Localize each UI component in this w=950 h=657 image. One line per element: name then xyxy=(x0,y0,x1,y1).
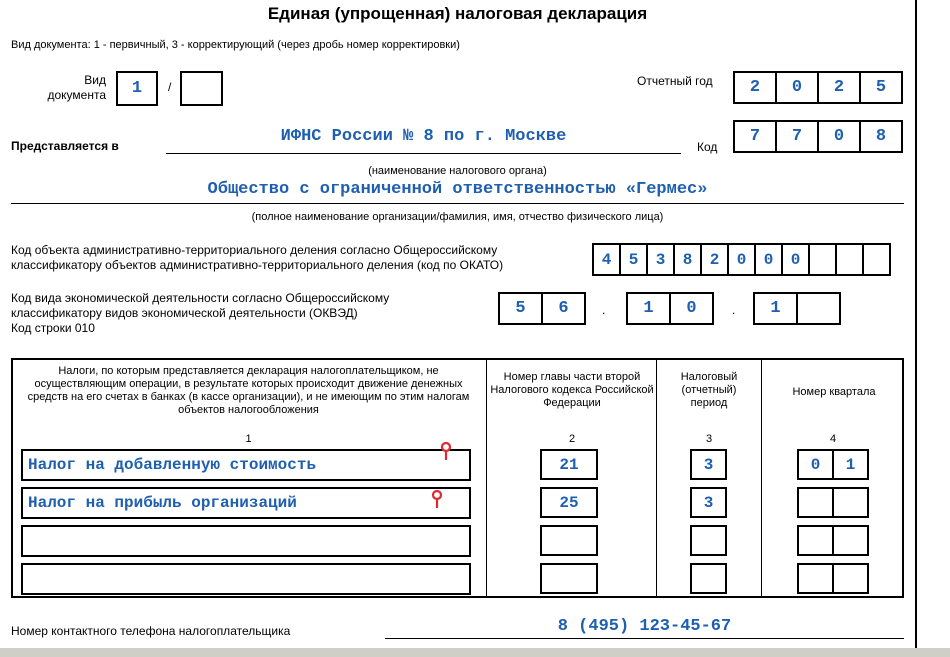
okved-group-2[interactable] xyxy=(626,292,714,325)
period-value[interactable]: 3 xyxy=(690,487,727,518)
tax-name-field[interactable] xyxy=(21,525,471,557)
okato-digit[interactable]: 5 xyxy=(619,243,648,276)
period-field[interactable] xyxy=(690,563,727,594)
quarter-field[interactable] xyxy=(797,487,869,518)
okato-label: Код объекта административно-территориального деления согласно Общероссийскому классификатору объектов административно-территориального деления (код по ОКАТО) xyxy=(11,243,504,272)
okved-digit[interactable]: 1 xyxy=(753,292,798,325)
okved-label: Код вида экономической деятельности согласно Общероссийскому классификатору видов экономической деятельности (ОКВЭД) Код строки 010 xyxy=(11,291,390,335)
authority-code-digit[interactable]: 0 xyxy=(817,120,861,153)
period-value[interactable] xyxy=(690,563,727,594)
period-value[interactable]: 3 xyxy=(690,449,727,480)
okato-field[interactable] xyxy=(592,243,891,276)
okved-digit[interactable]: 5 xyxy=(498,292,543,325)
authority-underline xyxy=(166,153,681,154)
year-field[interactable] xyxy=(733,71,903,104)
okato-digit[interactable]: 0 xyxy=(754,243,783,276)
page-bottom-shadow xyxy=(0,648,950,657)
period-value[interactable] xyxy=(690,525,727,556)
quarter-digit[interactable] xyxy=(797,563,834,594)
quarter-digit[interactable] xyxy=(797,487,834,518)
okved-group-3[interactable] xyxy=(753,292,841,325)
okato-digit[interactable]: 0 xyxy=(781,243,810,276)
year-digit[interactable]: 5 xyxy=(859,71,903,104)
phone-value[interactable]: 8 (495) 123-45-67 xyxy=(557,617,732,636)
quarter-field[interactable] xyxy=(797,563,869,594)
phone-underline xyxy=(385,638,904,639)
chapter-value[interactable]: 25 xyxy=(540,487,598,518)
year-label: Отчетный год xyxy=(637,74,713,88)
year-digit[interactable]: 0 xyxy=(775,71,819,104)
authority-code-digit[interactable]: 7 xyxy=(733,120,777,153)
year-digit[interactable]: 2 xyxy=(817,71,861,104)
okato-digit[interactable] xyxy=(862,243,891,276)
quarter-digit[interactable]: 1 xyxy=(832,449,869,480)
quarter-field[interactable] xyxy=(797,449,869,480)
doc-type-field[interactable] xyxy=(116,71,158,106)
organization-caption: (полное наименование организации/фамилия, имя, отчество физического лица) xyxy=(251,211,664,223)
map-pin-icon xyxy=(438,441,454,461)
authority-caption: (наименование налогового органа) xyxy=(368,165,547,177)
okved-digit[interactable]: 0 xyxy=(669,292,714,325)
table-divider xyxy=(486,358,487,598)
authority-value[interactable]: ИФНС России № 8 по г. Москве xyxy=(280,127,567,146)
header-taxes: Налоги, по которым представляется декларация налогоплательщиком, не осуществляющим операции, в результате которых происходит движение денежных средств на его счетах в банках (в кассе организации), и не имеющим по этим налогам объектов налогообложения xyxy=(27,365,470,416)
quarter-digit[interactable] xyxy=(832,525,869,556)
okved-digit[interactable] xyxy=(796,292,841,325)
col-number: 1 xyxy=(245,433,252,445)
doc-type-label: Вид документа xyxy=(47,73,106,102)
col-number: 3 xyxy=(705,433,713,445)
header-quarter: Номер квартала xyxy=(792,386,876,398)
chapter-field[interactable] xyxy=(540,525,598,556)
page-margin xyxy=(917,0,950,648)
authority-code-field[interactable] xyxy=(733,120,903,153)
okato-digit[interactable]: 0 xyxy=(727,243,756,276)
okved-dot: . xyxy=(732,303,736,317)
correction-number-value[interactable] xyxy=(180,71,223,106)
okato-digit[interactable] xyxy=(835,243,864,276)
okato-digit[interactable]: 3 xyxy=(646,243,675,276)
okato-digit[interactable] xyxy=(808,243,837,276)
authority-code-digit[interactable]: 7 xyxy=(775,120,819,153)
okved-digit[interactable]: 6 xyxy=(541,292,586,325)
phone-label: Номер контактного телефона налогоплательщика xyxy=(11,624,291,638)
period-field[interactable] xyxy=(690,449,727,480)
tax-name-field[interactable]: Налог на прибыль организаций xyxy=(21,487,471,519)
chapter-value[interactable]: 21 xyxy=(540,449,598,480)
chapter-field[interactable] xyxy=(540,487,598,518)
header-period: Налоговый (отчетный) период xyxy=(680,371,738,409)
okved-digit[interactable]: 1 xyxy=(626,292,671,325)
organization-value[interactable]: Общество с ограниченной ответственностью «Гермес» xyxy=(207,180,708,199)
okato-digit[interactable]: 2 xyxy=(700,243,729,276)
period-field[interactable] xyxy=(690,487,727,518)
quarter-field[interactable] xyxy=(797,525,869,556)
col-number: 4 xyxy=(829,433,837,445)
okato-digit[interactable]: 4 xyxy=(592,243,621,276)
chapter-value[interactable] xyxy=(540,525,598,556)
header-chapter: Номер главы части второй Налогового кодекса Российской Федерации xyxy=(490,371,654,409)
chapter-field[interactable] xyxy=(540,449,598,480)
chapter-value[interactable] xyxy=(540,563,598,594)
doc-type-slash: / xyxy=(168,80,172,94)
form-title: Единая (упрощенная) налоговая декларация xyxy=(267,4,648,23)
organization-underline xyxy=(11,203,904,204)
chapter-field[interactable] xyxy=(540,563,598,594)
table-divider xyxy=(761,358,762,598)
code-label: Код xyxy=(697,140,718,154)
quarter-digit[interactable] xyxy=(832,487,869,518)
quarter-digit[interactable] xyxy=(832,563,869,594)
quarter-digit[interactable]: 0 xyxy=(797,449,834,480)
doc-type-value[interactable]: 1 xyxy=(116,71,158,106)
quarter-digit[interactable] xyxy=(797,525,834,556)
authority-code-digit[interactable]: 8 xyxy=(859,120,903,153)
year-digit[interactable]: 2 xyxy=(733,71,777,104)
authority-label: Представляется в xyxy=(11,139,119,153)
tax-name-field[interactable]: Налог на добавленную стоимость xyxy=(21,449,471,481)
okato-digit[interactable]: 8 xyxy=(673,243,702,276)
doc-type-note: Вид документа: 1 - первичный, 3 - корректирующий (через дробь номер корректировки) xyxy=(11,39,460,51)
tax-name-field[interactable] xyxy=(21,563,471,595)
map-pin-icon xyxy=(429,489,445,509)
okved-dot: . xyxy=(602,303,606,317)
correction-number-field[interactable] xyxy=(180,71,223,106)
col-number: 2 xyxy=(568,433,576,445)
table-divider xyxy=(656,358,657,598)
period-field[interactable] xyxy=(690,525,727,556)
okved-group-1[interactable] xyxy=(498,292,586,325)
